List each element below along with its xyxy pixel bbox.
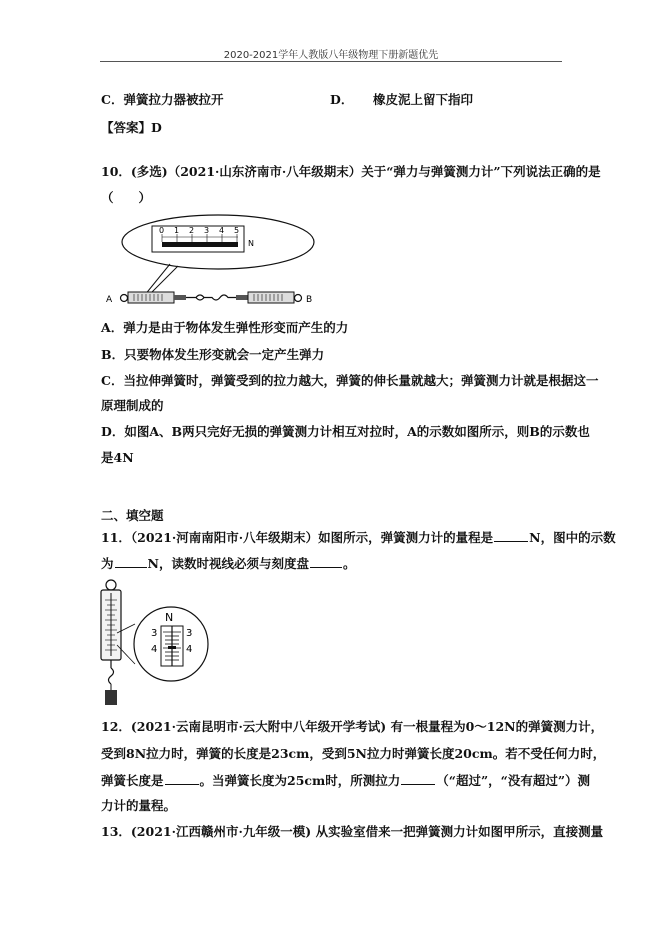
q10-stem-line2: （ ）	[101, 190, 152, 205]
q10-option-c-line2: 原理制成的	[101, 398, 164, 413]
q10-figure-spring-scales	[100, 212, 350, 312]
section-title: 二、填空题	[101, 508, 164, 523]
hanging-weight	[105, 690, 117, 705]
scale-unit: N	[248, 239, 254, 248]
q9-option-c: C．弹簧拉力器被拉开	[101, 92, 224, 107]
zoom-right-label-3: 3	[186, 628, 193, 639]
q12-line2: 受到8N拉力时，弹簧的长度是23cm，受到5N拉力时弹簧长度20cm。若不受任何力时，	[101, 746, 606, 761]
q9-answer: 【答案】D	[101, 120, 162, 135]
magnified-scale-bar	[162, 242, 238, 247]
q11-line1-b: N，图中的示数	[529, 530, 616, 545]
q9-option-d-text: 橡皮泥上留下指印	[373, 92, 474, 107]
zoom-unit: N	[165, 611, 174, 624]
q10-option-a: A．弹力是由于物体发生弹性形变而产生的力	[101, 320, 349, 335]
q12-blank-length[interactable]	[165, 772, 199, 785]
q12-line3-c: （“超过”，“没有超过”）测	[436, 773, 591, 788]
page-header: 2020-2021学年人教版八年级物理下册新题优先	[223, 50, 439, 61]
tick-label-3: 3	[204, 226, 210, 235]
tick-label-0: 0	[159, 226, 165, 235]
q12-blank-exceed[interactable]	[401, 772, 435, 785]
tick-label-1: 1	[174, 226, 180, 235]
connecting-hooks	[204, 295, 236, 300]
q11-figure-spring-scale	[95, 578, 225, 708]
q12-line4: 力计的量程。	[101, 798, 177, 813]
bubble-pointer-left	[144, 264, 170, 296]
label-a: A	[106, 295, 113, 305]
q10-option-d-line1: D．如图A、B两只完好无损的弹簧测力计相互对拉时，A的示数如图所示，则B的示数也	[101, 424, 590, 439]
q9-option-d-letter: D．	[330, 92, 354, 107]
q13-line1: 13．(2021·江西赣州市·九年级一模) 从实验室借来一把弹簧测力计如图甲所示，直接测量	[101, 824, 604, 839]
spring-scale-b	[248, 292, 294, 303]
zoom-pointer	[168, 646, 176, 649]
q11-line2-b: N，读数时视线必须与刻度盘	[147, 556, 309, 571]
q12-line1: 12．(2021·云南昆明市·云大附中八年级开学考试) 有一根量程为0～12N的弹簧测力计，	[101, 719, 604, 734]
tick-label-5: 5	[234, 226, 240, 235]
zoom-right-label-4: 4	[186, 644, 193, 655]
q10-option-c-line1: C．当拉伸弹簧时，弹簧受到的拉力越大，弹簧的伸长量就越大；弹簧测力计就是根据这一	[101, 373, 599, 388]
zoom-left-label-4: 4	[151, 644, 158, 655]
header-rule	[100, 61, 562, 62]
label-b: B	[306, 295, 313, 305]
spring-scale-a	[128, 292, 174, 303]
q11-blank-range[interactable]	[494, 529, 528, 542]
q11-blank-sightline[interactable]	[310, 555, 342, 568]
q10-option-d-line2: 是4N	[101, 450, 134, 465]
q11-line2-c: 。	[342, 556, 356, 571]
q11-blank-reading[interactable]	[115, 555, 147, 568]
tick-label-4: 4	[219, 226, 225, 235]
q12-line3-a: 弹簧长度是	[101, 773, 164, 788]
q10-stem-line1: 10．(多选)（2021·山东济南市·八年级期末）关于“弹力与弹簧测力计”下列说法正确的是	[101, 164, 601, 179]
magnified-scale-frame	[152, 226, 244, 252]
q11-line2-a: 为	[101, 556, 114, 571]
q11-line1-a: 11．（2021·河南南阳市·八年级期末）如图所示，弹簧测力计的量程是	[101, 530, 494, 545]
zoom-left-label-3: 3	[151, 628, 158, 639]
q10-option-b: B．只要物体发生形变就会一定产生弹力	[101, 347, 325, 362]
tick-label-2: 2	[189, 226, 195, 235]
q12-line3-b: 。当弹簧长度为25cm时，所测拉力	[199, 773, 401, 788]
